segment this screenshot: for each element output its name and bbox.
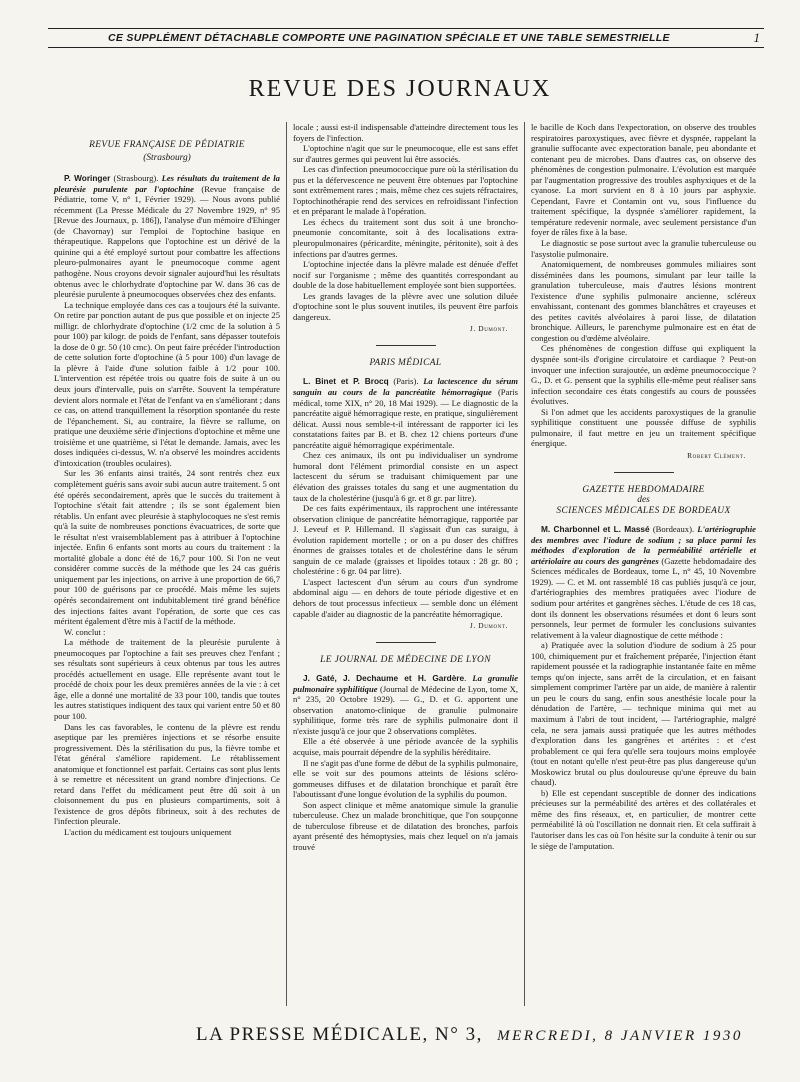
article-paragraph: le bacille de Koch dans l'expectoration, on observe des troubles respiratoires paroxystiques, avec fièvre et dyspnée, rappelant la granulie suffocante avec expectoration banale, peu abondante et contenant peu de microbes. Dans d'autres cas, on observe des phénomènes de congestion pulmonaire. L'évolution est marquée par l'augmentation progressive des troubles asphyxiques et de la cyanose. La mort survient en 8 à 10 jours par asphyxie. Cependant, Favre et Contamin ont vu, sous l'influence du traitement spécifique, la dyspnée s'améliorer rapidement, la température redevenir normale, avec seulement persistance d'un foyer de râles fixe à la base. (531, 122, 756, 238)
section-title: PARIS MÉDICAL (369, 357, 442, 368)
page-footer (196, 1024, 743, 1046)
signature: J. Dumont. (469, 621, 508, 631)
section-title: LE JOURNAL DE MÉDECINE DE LYON (320, 654, 491, 665)
article-paragraph: Elle a été observée à une période avancée de la syphilis acquise, mais pourrait dépendre de la syphilis héréditaire. (293, 736, 518, 757)
article-paragraph: Sur les 36 enfants ainsi traités, 24 sont rentrés chez eux complètement guéris sans avoir subi aucun autre traitement. 5 ont été opérés secondairement, après que le succès du traitement à l'optochine s'était fait attendre ; ils se sont également bien rétablis. Un enfant avec pleurésie à staphylocoques ne s'est remis qu'à la suite de nombreuses ponctions évacuatrices, de sorte que le résultat n'est vraisemblablement pas à attribuer à l'optochine injectée. Enfin 6 enfants sont morts au cours du traitement : la mortalité globale a donc été de 16,7 pour 100. Si l'on ne veut considérer comme succès de la méthode que les 24 cas guéris uniquement par les injections, on arrive à une proportion de 66,7 pour 100 de guérisons par ce procédé. Mais même les sujets opérés secondairement ont indubitablement tiré grand bénéfice des injections faites avant l'opération, de sorte que ces cas méritent également d'être mis à l'actif de la méthode. (54, 468, 280, 627)
section-subtitle: (Strasbourg) (143, 152, 191, 163)
article-paragraph (293, 376, 518, 450)
article-paragraph: Dans les cas favorables, le contenu de la plèvre est rendu aseptique par les premières injections et se résorbe ensuite progressivement. Dès la stérilisation du pus, la fièvre tombe et l'état général s'améliore rapidement. Le rétablissement anatomique et fonctionnel est parfait. Certains cas sont plus lents à se remettre et nécessitent un grand nombre d'injections. Ce retard dans l'effet du médicament peut être dû soit à un cloisonnement du pus en plusieurs compartiments, soit à l'existence de gros dépôts fibrineux, soit à des rechutes de l'infection pleurale. (54, 721, 280, 827)
article-place: (Paris). (388, 376, 424, 387)
article-paragraph: Si l'on admet que les accidents paroxystiques de la granulie syphilitique constituent une poussée diffuse de syphilis pulmonaire, il faut mettre en jeu un traitement spécifique énergique. (531, 406, 756, 449)
article-text: (Gazette hebdomadaire des Sciences médicales de Bordeaux, tome L, n° 45, 10 Novembre 1929). — C. et M. ont rassemblé 18 cas publiés jusqu'à ce jour, d'artériographies des membres pratiquées avec l'iodure de sodium pour artérites et gangrènes sèches. L'étude de ces 18 cas, dont ils donnent les observations résumées et dont 6 leurs sont personnels, leur permet de formuler les conclusions suivantes relativement à la valeur diagnostique de cette méthode : (531, 555, 756, 640)
article-paragraph: De ces faits expérimentaux, ils rapprochent une intéressante observation clinique de pancréatite hémorragique, rapportée par J. Leveuf et P. Hillemand. Il s'agissait d'un cas suraigu, à évolution rapidement mortelle ; or on a pu doser des chiffres énormes de graisses totales et de cholestérine dans le sérum sanguin de ce malade (graisses et lipoïdes totaux : 28 gr. 80 ; cholestérine : 6 gr. 04 par litre). (293, 503, 518, 577)
article-paragraph: Ces phénomènes de congestion diffuse qui expliquent la dyspnée sont-ils d'origine circulatoire et cardiaque ? Peut-on invoquer une infection surajoutée, un œdème pneumococcique ? G., D. et G. pensent que la syphilis elle-même peut réaliser sans infection secondaire ces états congestifs au cours de poussées évolutives. (531, 343, 756, 407)
issue-date: MERCREDI, 8 JANVIER 1930 (497, 1028, 743, 1044)
article-paragraph: La méthode de traitement de la pleurésie purulente à pneumocoques par l'optochine a fait ses preuves chez l'enfant ; ses résultats sont supérieurs à ceux obtenus par tous les autres procédés actuellement en usage. Elle représente avant tout le procédé de choix pour les deux premières années de la vie : à cet âge, elle a donné une mortalité de 33 pour 100, tandis que toutes les autres statistiques indiquent des taux qui varient entre 50 et 80 pour 100. (54, 637, 281, 721)
article-title: Les résultats du traitement de la pleurésie purulente par l'optochine (54, 173, 280, 194)
article-place: (Strasbourg). (110, 173, 162, 184)
article-text: (Journal de Médecine de Lyon, tome X, n° 235, 20 Octobre 1929). — G., D. et G. apportent une observation anatomo-clinique de granulie pulmonaire syphilitique, forme très rare de syphilis pulmonaire dont il n'existe jusqu'à ce jour que 2 observations complètes. (293, 683, 519, 736)
section-divider (614, 472, 674, 473)
article-paragraph: Les grands lavages de la plèvre avec une solution diluée d'optochine sont le plus souvent inutiles, ils peuvent être parfois dangereux. (293, 290, 518, 322)
article-author: L. Binet et P. Brocq (303, 376, 389, 387)
article-paragraph: Les échecs du traitement sont dus soit à une broncho-pneumonie concomitante, soit à des localisations extra-pleuropulmonaires (péricardite, méningite, péritonite), soit à des infections par d'autres germes. (293, 216, 518, 259)
article-paragraph: Anatomiquement, de nombreuses gommules miliaires sont disséminées dans les poumons, simulant par leur taille la granulation tuberculeuse, mais d'autres lésions montrent l'existence d'une syphilis pulmonaire ancienne, scléreux envahissant, contenant des gommes blanchâtres et crayeuses et des petites cavités alvéolaires à paroi lisse, de dilatation bronchique. Ailleurs, le parenchyme pulmonaire est en état de congestion ou d'œdème alvéolaire. (531, 259, 756, 343)
article-paragraph: W. conclut : (64, 626, 106, 637)
article-paragraph: La technique employée dans ces cas a toujours été la suivante. On retire par ponction autant de pus que possible et on injecte 25 milligr. de chlorhydrate d'optochine (1/2 cmc de la solution à 5 pour 100) par kilogr. de poids de l'enfant, sans dépasser toutefois la dose de 0 gr. 50 (10 cmc). On peut faire précéder l'introduction de cette solution forte d'optochine (à 5 pour 100) d'un lavage de la plèvre à l'aide d'une solution faible à 1/2 pour 100. L'intervention est répétée trois ou quatre fois de suite à un ou deux jours d'intervalle, puis on s'arrête. Souvent la température devient alors normale et l'état de l'enfant va en s'améliorant ; dans ce cas, on attend tranquillement la résorption spontanée du reste de l'épanchement. Si, au contraire, la fièvre se rallume, on pratique une deuxième série d'injections d'optochine et même une troisième et une quatrième, si l'état le demande. Jamais, avec les doses indiquées ci-dessus, W. n'a observé les moindres accidents d'intoxication (troubles oculaires). (54, 299, 280, 468)
article-paragraph: Chez ces animaux, ils ont pu individualiser un syndrome humoral dont l'élément primordial consiste en un aspect lactescent du sérum se traduisant chimiquement par une élévation des graisses totales du sang et une augmentation du taux de la cholestérine (jusqu'à 6 gr. et 8 gr. par litre). (293, 450, 518, 503)
article-paragraph: locale ; aussi est-il indispensable d'atteindre directement tous les foyers de l'infection. (293, 122, 518, 143)
article-title: La lactescence du sérum sanguin au cours de la pancréatite hémorragique (293, 376, 518, 398)
article-paragraph: Il ne s'agit pas d'une forme de début de la syphilis pulmonaire, elle se voit sur des poumons atteints de lésions scléro-gommeuses diffuses et de dilatation bronchique et paraît être l'aboutissant d'une longue évolution de la syphilis du poumon. (293, 757, 518, 800)
article-title: La granulie pulmonaire syphilitique (293, 673, 519, 694)
article-paragraph: Son aspect clinique et même anatomique simule la granulie tuberculeuse. Chez un malade bronchitique, que l'on soupçonne de tuberculose fibreuse et de dilatation des bronches, parfois ayant présenté des hémoptysies, mais chez lequel on n'a jamais trouvé (293, 799, 518, 852)
masthead-title: REVUE DES JOURNAUX (248, 76, 552, 102)
article-title: L'artériographie des membres avec l'iodure de sodium ; sa place parmi les méthodes d'exploration de la perméabilité artérielle et artériolaire au cours des gangrènes (531, 524, 756, 566)
journal-issue: LA PRESSE MÉDICALE, N° 3, (196, 1024, 483, 1045)
article-place: . (464, 673, 473, 684)
article-author: P. Woringer (64, 173, 111, 184)
article-columns (48, 122, 764, 1006)
article-paragraph: Le diagnostic se pose surtout avec la granulie tuberculeuse ou l'asystolie pulmonaire. (531, 238, 756, 259)
section-divider (376, 345, 436, 346)
column-2 (286, 122, 524, 1006)
article-author: J. Gaté, J. Dechaume et H. Gardère (303, 673, 465, 684)
section-title-continued: SCIENCES MÉDICALES DE BORDEAUX (556, 505, 731, 516)
article-paragraph: a) Pratiquée avec la solution d'iodure de sodium à 25 pour 100, chimiquement pur et fraîchement préparée, l'injection étant rapidement poussée et la radiographie instantanée faite en même temps qu'on injecte, sans arrêt de la circulation, et en faisant simplement comprimer l'artère par un aide, de manière à ralentir un peu le cours du sang, enfin sous anesthésie locale pour la dénudation de l'artère, — technique minima qui met au maximum à l'abri de tout incident, — l'artériographie, malgré cela, ne sera jamais aussi pratiquée que les autres méthodes d'exploration dans les gangrènes et artérites : et c'est probablement ce qui fera qu'elle sera toujours moins employée (tout en notant qu'elle n'est peut-être pas plus dangereuse qu'un Moskowicz brutal ou plus douloureuse qu'une épreuve du bain chaud). (531, 640, 756, 788)
article-paragraph (531, 524, 756, 640)
article-paragraph (54, 173, 280, 300)
article-paragraph: L'aspect lactescent d'un sérum au cours d'un syndrome abdominal aigu — en dehors de toute période digestive et en dehors de tout processus infectieux — semble donc un élément capable d'aider au diagnostic de la pancréatite hémorragique. (293, 576, 518, 619)
article-paragraph (293, 673, 518, 736)
signature: Robert Clément. (687, 450, 746, 460)
article-place: (Bordeaux). (649, 524, 698, 535)
supplement-banner: CE SUPPLÉMENT DÉTACHABLE COMPORTE UNE PAGINATION SPÉCIALE ET UNE TABLE SEMESTRIELLE (108, 32, 670, 44)
article-paragraph: L'action du médicament est toujours uniquement (64, 827, 232, 837)
article-text: (Paris médical, tome XIX, n° 20, 18 Mai 1929). — Le diagnostic de la pancréatite aiguë hémorragique reste, en pratique, singulièrement délicat. Aussi nous semble-t-il intéressant de rapporter ici les constatations faites par B. et B. chez 12 chiens porteurs d'une pancréatite aiguë hémorragique expérimentale. (293, 387, 518, 450)
section-divider (376, 642, 436, 643)
article-paragraph: L'optochine n'agit que sur le pneumocoque, elle est sans effet sur d'autres germes qui peuvent lui être associés. (293, 143, 518, 164)
section-title: GAZETTE HEBDOMADAIRE (582, 484, 705, 495)
section-subtitle: des (637, 495, 650, 506)
signature: J. Dumont. (469, 324, 508, 334)
article-paragraph: b) Elle est cependant susceptible de donner des indications précieuses sur la perméabilité des artères et des collatérales et même des fins réseaux, et, en particulier, de montrer cette perméabilité là où l'oscillation ne donnait rien. Et cela suffirait à l'autoriser dans les cas où l'on hésite sur la conduite à tenir ou sur le siège de l'amputation. (531, 787, 756, 851)
section-title: REVUE FRANÇAISE DE PÉDIATRIE (89, 140, 245, 150)
article-author: M. Charbonnel et L. Massé (541, 524, 650, 535)
article-paragraph: Les cas d'infection pneumococcique pure où la stérilisation du pus et la défervescence ne peuvent être obtenues par l'optochine sont extrêmement rares ; mais, même chez ces sujets réfractaires, l'optochinothérapie rend des services en refroidissant l'infection et en préparant le malade à l'opération. (293, 164, 518, 217)
article-text: (Revue française de Pédiatrie, tome V, n° 1, Février 1929). — Nous avons publié récemment (La Presse Médicale du 27 Novembre 1929, n° 95 [Revue des Journaux, p. 186]), l'analyse d'un mémoire d'Ehinger (de Chavornay) sur l'emploi de l'optochine basique en thérapeutique. Rappelons que l'optochine est un dérivé de la quinine qui a été employé surtout pour combattre les affections pleuro-pulmonaires ayant le pneumocoque comme agent pathogène. Nous croyons devoir signaler aujourd'hui les résultats obtenus avec le chlorhydrate d'optochine par W. dans 36 cas de pleurésie purulente à pneumocoques observées chez des enfants. (54, 183, 280, 300)
top-banner (48, 28, 764, 48)
page-number: 1 (753, 30, 760, 45)
column-1 (48, 122, 286, 1006)
article-paragraph: L'optochine injectée dans la plèvre malade est dénuée d'effet nocif sur l'organisme ; même des quantités correspondant au double de la dose habituellement employée sont bien supportées. (293, 259, 518, 291)
column-3 (524, 122, 762, 1006)
